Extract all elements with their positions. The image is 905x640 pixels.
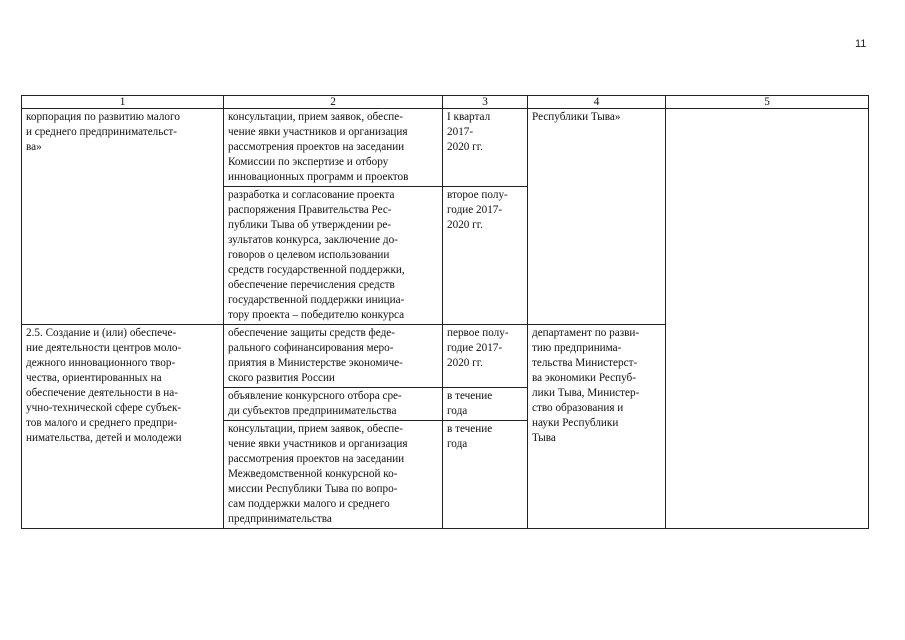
header-col-2: 2 (224, 96, 443, 109)
row2-event-cell: 2.5. Создание и (или) обеспече- ние деятельности центров моло- дежного инновационного твор- чества, ориентированных на обеспечение деятельности в на- учно-технической сфере субъек- тов малого и среднего предпри- нимательства, детей и молодежи (22, 325, 224, 529)
row1-deadline-a: I квартал 2017- 2020 гг. (443, 109, 528, 187)
header-col-4: 4 (528, 96, 666, 109)
table-row (22, 109, 869, 187)
row2-deadline-a: первое полу- годие 2017- 2020 гг. (443, 325, 528, 388)
row2-action-b: объявление конкурсного отбора сре- ди субъектов предпринимательства (224, 388, 443, 421)
row2-responsible-cell: департамент по разви- тию предпринима- тельства Министерст- ва экономики Респуб- лики Тыва, Министер- ство образования и науки Республики Тыва (528, 325, 666, 529)
row2-action-c: консультации, прием заявок, обеспе- чение явки участников и организация рассмотрения проектов на заседании Межведомственной конкурсной ко- миссии Республики Тыва по вопро- сам поддержки малого и среднего предпринимательства (224, 421, 443, 529)
row1-action-a: консультации, прием заявок, обеспе- чение явки участников и организация рассмотрения проектов на заседании Комиссии по экспертизе и отбору инновационных программ и проектов (224, 109, 443, 187)
header-col-1: 1 (22, 96, 224, 109)
header-row (22, 96, 869, 109)
row2-action-a: обеспечение защиты средств феде- рального софинансирования меро- приятия в Министерстве экономиче- ского развития России (224, 325, 443, 388)
row1-event-cell: корпорация по развитию малого и среднего предпринимательст- ва» (22, 109, 224, 325)
row2-deadline-c: в течение года (443, 421, 528, 529)
row1-action-b: разработка и согласование проекта распоряжения Правительства Рес- публики Тыва об утверждении ре- зультатов конкурса, заключение до- говоров о целевом использовании средств государственной поддержки, обеспечение перечисления средств государственной поддержки инициа- тору проекта – победителю конкурса (224, 187, 443, 325)
header-col-5: 5 (666, 96, 869, 109)
header-col-3: 3 (443, 96, 528, 109)
page-number: 11 (855, 38, 867, 50)
plan-table (21, 95, 869, 529)
row1-responsible-cell: Республики Тыва» (528, 109, 666, 325)
result-cell (666, 109, 869, 529)
row2-deadline-b: в течение года (443, 388, 528, 421)
row1-deadline-b: второе полу- годие 2017- 2020 гг. (443, 187, 528, 325)
